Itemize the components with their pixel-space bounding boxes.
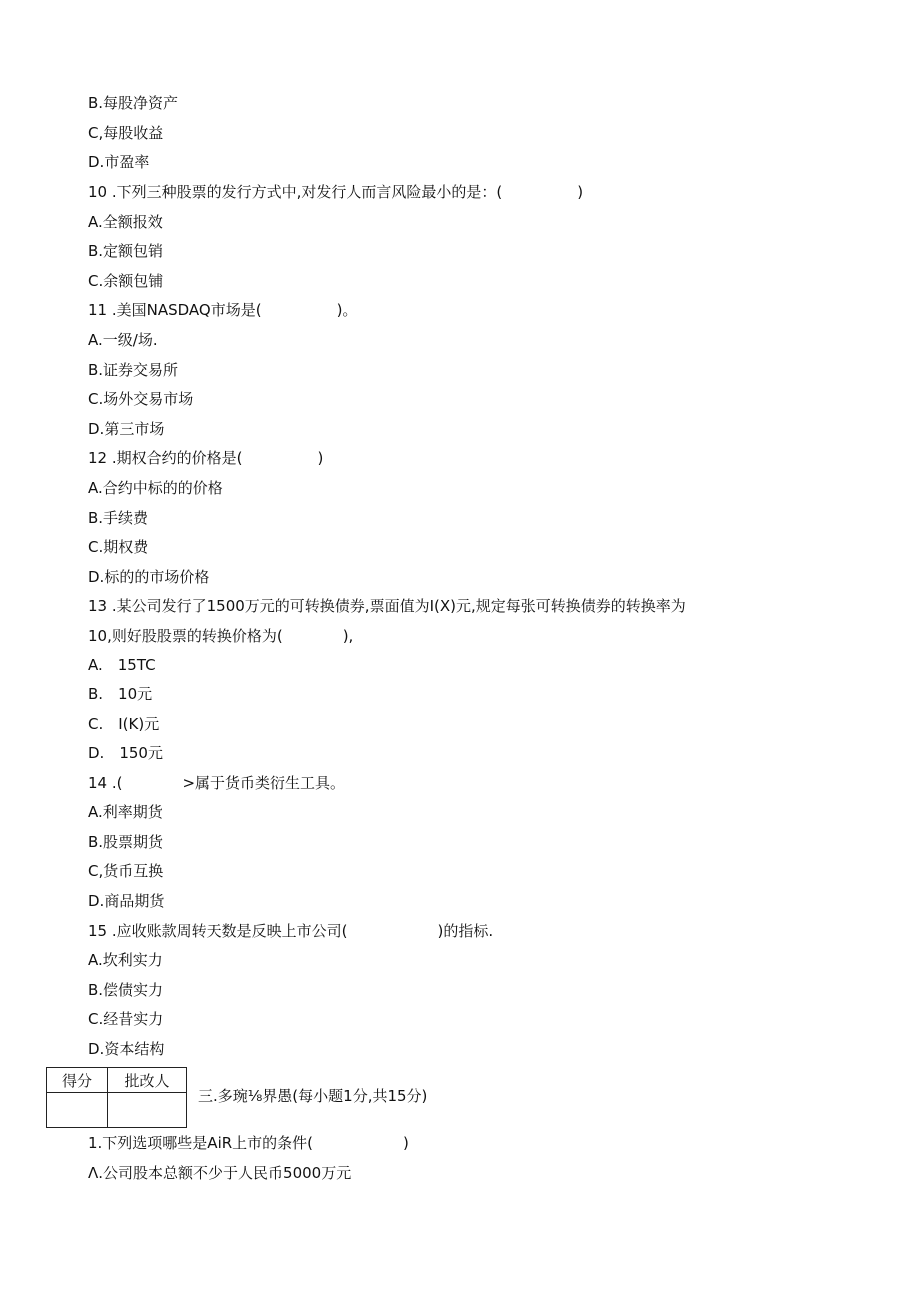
- option-d-15: D.资本结构: [88, 1040, 165, 1058]
- question-11: 11 .美国NASDAQ市场是( )。: [88, 301, 358, 319]
- option-b-11: B.证券交易所: [88, 361, 179, 379]
- option-a-12: A.合约中标的的价格: [88, 479, 223, 497]
- option-b-15: B.偿债实力: [88, 981, 164, 999]
- option-c-9: C,每股收益: [88, 124, 164, 142]
- option-c-15: C.经昔实力: [88, 1010, 164, 1028]
- option-c-12: C.期权费: [88, 538, 149, 556]
- question-14: 14 .( >属于货币类衍生工具。: [88, 774, 346, 792]
- option-c-10: C.余额包铺: [88, 272, 164, 290]
- option-b-14: B.股票期货: [88, 833, 164, 851]
- option-d-11: D.第三市场: [88, 420, 165, 438]
- score-header: 得分: [47, 1068, 108, 1093]
- option-c-14: C,货币互换: [88, 862, 164, 880]
- option-d-12: D.标的的市场价格: [88, 568, 210, 586]
- score-cell[interactable]: [47, 1093, 108, 1128]
- option-b-9: B.每股净资产: [88, 94, 179, 112]
- question-10: 10 .下列三种股票的发行方式中,对发行人而言风险最小的是：( ): [88, 183, 584, 201]
- option-b-12: B.手续费: [88, 509, 149, 527]
- option-b-13: B. 10元: [88, 685, 153, 703]
- option-a-14: A.利率期货: [88, 803, 163, 821]
- option-b-10: B.定额包销: [88, 242, 164, 260]
- option-d-14: D.商品期货: [88, 892, 165, 910]
- question-13-cont: 10,则好股股票的转换价格为( ),: [88, 627, 354, 645]
- score-table: [46, 1067, 187, 1128]
- option-a-11: A.一级/场.: [88, 331, 158, 349]
- option-d-9: D.市盈率: [88, 153, 150, 171]
- option-c-11: C.场外交易市场: [88, 390, 194, 408]
- option-d-13: D. 150元: [88, 744, 163, 762]
- grader-cell[interactable]: [108, 1093, 187, 1128]
- section-title: 三.多琬⅛界愚(每小题1分,共15分): [198, 1087, 428, 1105]
- option-c-13: C. I(K)元: [88, 715, 160, 733]
- multi-option-a-1: Λ.公司股本总额不少于人民币5000万元: [88, 1164, 352, 1182]
- question-13: 13 .某公司发行了1500万元的可转换债券,票面值为I(X)元,规定每张可转换债券的转换率为: [88, 597, 686, 615]
- grader-header: 批改人: [108, 1068, 187, 1093]
- option-a-10: A.全额报效: [88, 213, 163, 231]
- option-a-13: A. 15TC: [88, 656, 156, 674]
- multi-question-1: 1.下列选项哪些是AiR上市的条件( ): [88, 1134, 409, 1152]
- question-12: 12 .期权合约的价格是( ): [88, 449, 324, 467]
- option-a-15: A.坎利实力: [88, 951, 163, 969]
- question-15: 15 .应收账款周转天数是反映上市公司( )的指标.: [88, 922, 494, 940]
